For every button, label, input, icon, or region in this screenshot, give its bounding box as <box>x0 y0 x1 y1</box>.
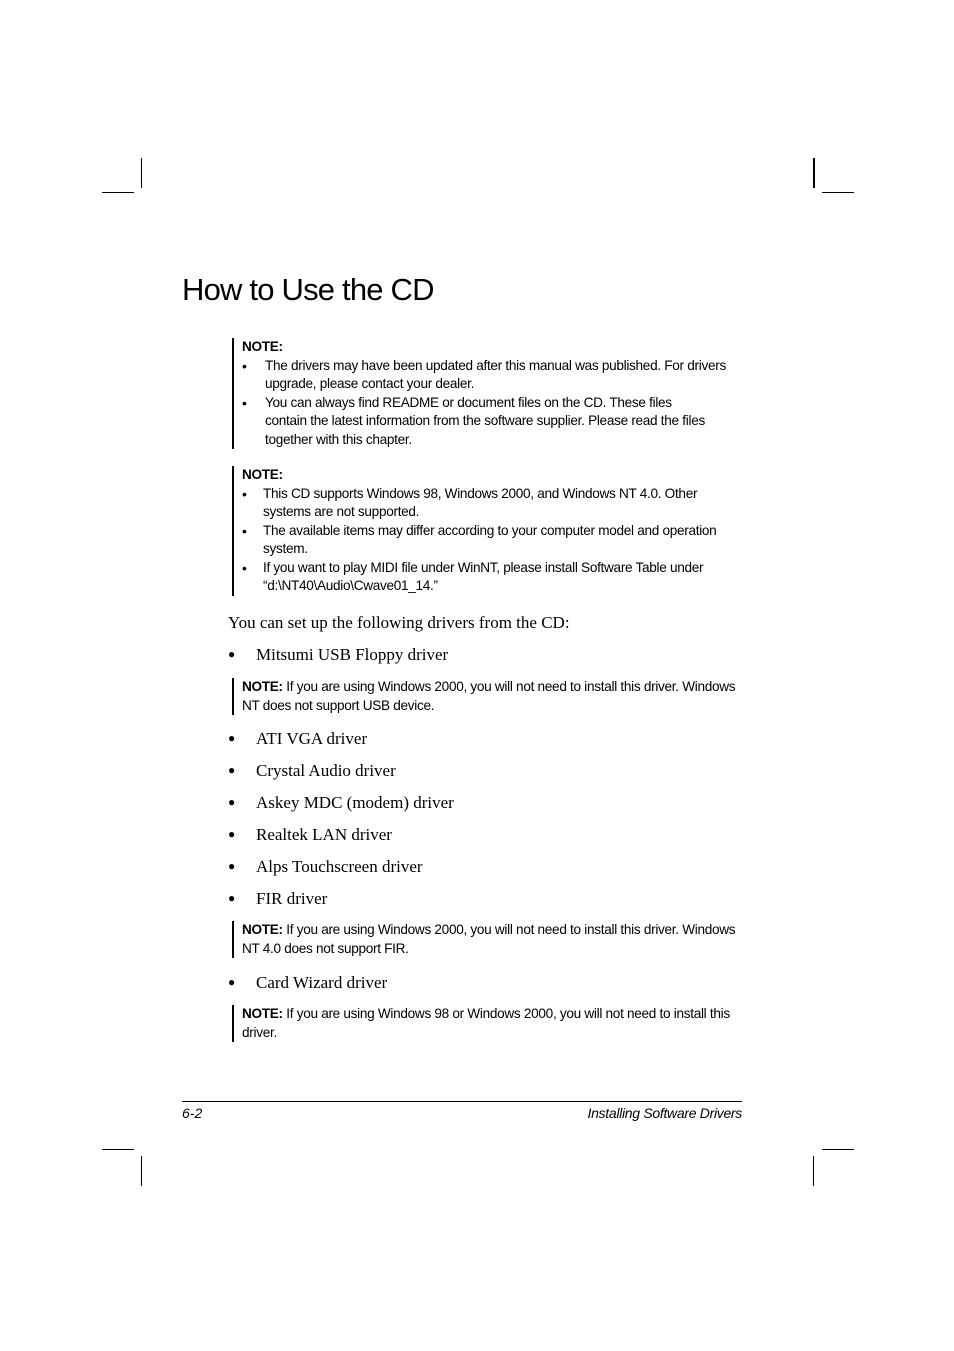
driver-label: Realtek LAN driver <box>256 825 392 844</box>
driver-item <box>228 825 392 845</box>
note-label: NOTE: <box>242 922 283 937</box>
driver-item <box>228 857 423 877</box>
note-label: NOTE: <box>242 339 283 354</box>
bullet-icon: ● <box>228 859 236 873</box>
crop-mark <box>822 1149 854 1150</box>
note-item: • This CD supports Windows 98, Windows 2000, and Windows NT 4.0. Other systems are not supported. <box>242 485 732 522</box>
note-item: • The drivers may have been updated after this manual was published. For drivers upgrade, please contact your dealer. <box>242 357 738 394</box>
driver-label: Askey MDC (modem) driver <box>256 793 454 812</box>
note-text: If you are using Windows 98 or Windows 2000, you will not need to install this driver. <box>242 1006 730 1040</box>
driver-label: Crystal Audio driver <box>256 761 396 780</box>
driver-item <box>228 889 327 909</box>
page-title: How to Use the CD <box>182 272 434 307</box>
bullet-icon: ● <box>228 975 236 989</box>
note-item: • You can always find README or document files on the CD. These files contain the latest information from the software supplier. Please read the files together with this chapter. <box>242 394 738 450</box>
crop-mark <box>813 1156 814 1186</box>
driver-item <box>228 973 387 993</box>
driver-label: FIR driver <box>256 889 328 908</box>
bullet-icon: ● <box>228 731 236 745</box>
note-label: NOTE: <box>242 679 283 694</box>
note-text: If you are using Windows 2000, you will not need to install this driver. Windows NT does not support USB device. <box>242 679 736 713</box>
note-list <box>242 357 738 450</box>
crop-mark <box>141 158 142 188</box>
driver-label: Mitsumi USB Floppy driver <box>256 645 449 664</box>
note-item: • The available items may differ according to your computer model and operation system. <box>242 522 732 559</box>
note-text: If you are using Windows 2000, you will not need to install this driver. Windows NT 4.0 does not support FIR. <box>242 922 736 956</box>
bullet-icon: ● <box>228 647 236 661</box>
footer-rule <box>182 1101 742 1102</box>
driver-label: Alps Touchscreen driver <box>256 857 423 876</box>
crop-mark <box>813 158 815 188</box>
crop-mark <box>822 192 854 193</box>
section-title: Installing Software Drivers <box>587 1105 742 1121</box>
driver-label: ATI VGA driver <box>256 729 368 748</box>
crop-mark <box>102 1149 134 1150</box>
driver-label: Card Wizard driver <box>256 973 388 992</box>
note-list <box>242 485 732 596</box>
intro-text: You can set up the following drivers from the CD: <box>228 613 570 632</box>
note-fir <box>232 921 747 958</box>
driver-item <box>228 761 396 781</box>
note-item: • If you want to play MIDI file under WinNT, please install Software Table under “d:\NT40\Audio\Cwave01_14.” <box>242 559 732 596</box>
bullet-icon: ● <box>228 795 236 809</box>
note-label: NOTE: <box>242 467 283 482</box>
crop-mark <box>141 1156 142 1186</box>
crop-mark <box>102 192 134 193</box>
driver-item <box>228 729 367 749</box>
note-supported-systems <box>232 466 732 596</box>
note-label: NOTE: <box>242 1006 283 1021</box>
bullet-icon: ● <box>228 827 236 841</box>
page-number: 6-2 <box>182 1105 203 1121</box>
bullet-icon: ● <box>228 891 236 905</box>
bullet-icon: ● <box>228 763 236 777</box>
driver-item <box>228 793 454 813</box>
driver-item <box>228 645 448 665</box>
note-card-wizard <box>232 1005 747 1042</box>
note-usb-floppy <box>232 678 747 715</box>
note-drivers-updated <box>232 338 738 449</box>
